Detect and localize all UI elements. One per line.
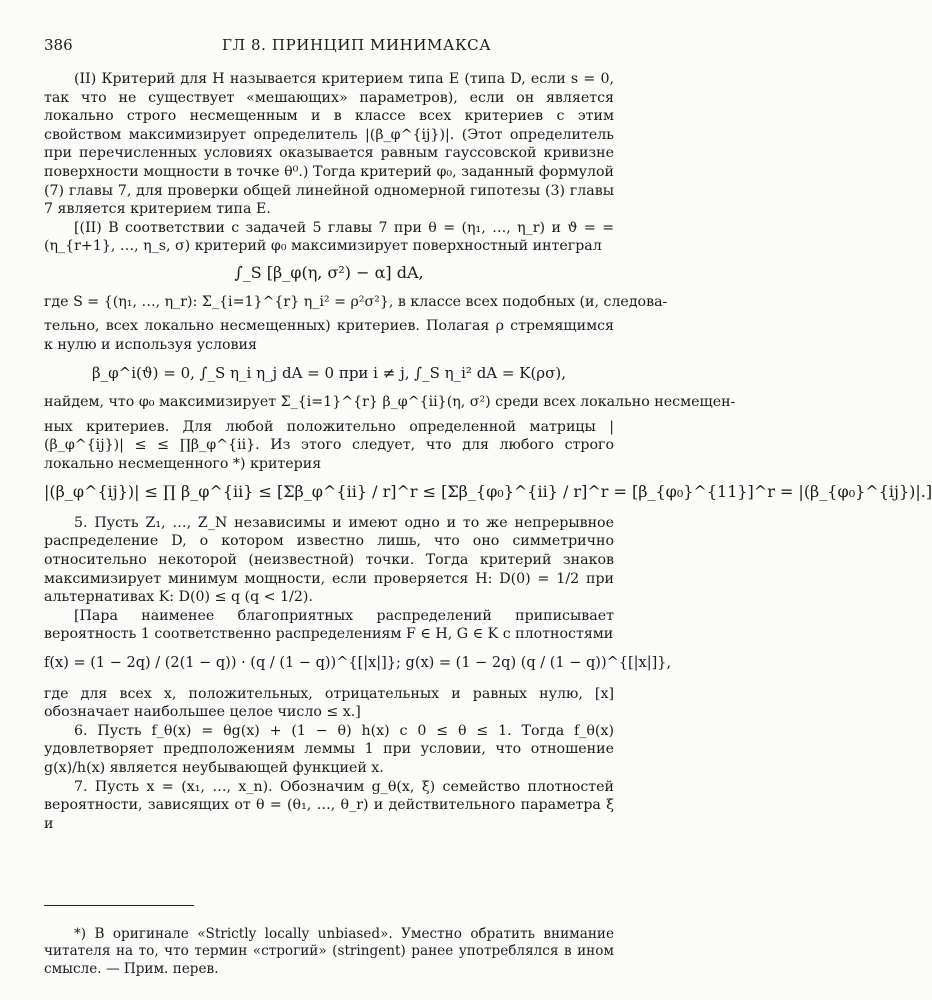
line-maximizes-sum: найдем, что φ₀ максимизирует Σ_{i=1}^{r} β_φ^{ii}(η, σ²) среди всех локально несмещен- (44, 393, 736, 410)
paragraph-criterion-type-e: (II) Критерий для H называется критерием типа E (типа D, если s = 0, так что не существует «мешающих» параметров), если он является локально строго несмещенным и в классе всех критериев с этим свойством максимизирует определитель |(β_φ^{ij})|. (Этот определитель при перечисленных условиях оказывается равным гауссовской кривизне поверхности мощности в точке θ⁰.) Тогда критерий φ₀, заданный формулой (7) главы 7, для проверки общей линейной одномерной гипотезы (3) главы 7 является критерием типа E. (44, 71, 614, 218)
paragraph-least-favorable: [Пара наименее благоприятных распределений приписывает вероятность 1 соответственно распределениям F ∈ H, G ∈ K с плотностями (44, 607, 614, 643)
formula-determinant-inequality: |(β_φ^{ij})| ≤ ∏ β_φ^{ii} ≤ [Σβ_φ^{ii} / r]^r ≤ [Σβ_{φ₀}^{ii} / r]^r = [β_{φ₀}^{11}]^r = |(β_{φ₀}^{ij})|.] (44, 482, 932, 502)
paragraph-problem-7: 7. Пусть x = (x₁, …, x_n). Обозначим g_θ(x, ξ) семейство плотностей вероятности, зависящих от θ = (θ₁, …, θ_r) и действительного параметра ξ и (44, 778, 614, 832)
running-title: ГЛ 8. ПРИНЦИП МИНИМАКСА (222, 36, 492, 54)
page-header (44, 36, 614, 58)
paragraph-greatest-integer: где для всех x, положительных, отрицательных и равных нулю, [x] обозначает наибольшее целое число ≤ x.] (44, 685, 614, 721)
formula-conditions: β_φ^i(ϑ) = 0, ∫_S η_i η_j dA = 0 при i ≠ j, ∫_S η_i² dA = K(ρσ), (92, 364, 566, 383)
page-body (44, 70, 932, 833)
page-number: 386 (44, 36, 73, 54)
paragraph-surface-integral-intro: [(II) В соответствии с задачей 5 главы 7 при θ = (η₁, …, η_r) и ϑ = = (η_{r+1}, …, η_s, σ) критерий φ₀ максимизирует поверхностный интеграл (44, 219, 614, 255)
paragraph-unbiased-criteria: тельно, всех локально несмещенных) критериев. Полагая ρ стремящимся к нулю и используя условия (44, 318, 614, 353)
paragraph-positive-definite: ных критериев. Для любой положительно определенной матрицы |(β_φ^{ij})| ≤ ≤ ∏β_φ^{ii}. Из этого следует, что для любого строго локально несмещенного *) критерия (44, 418, 614, 472)
line-where-s: где S = {(η₁, …, η_r): Σ_{i=1}^{r} η_i² = ρ²σ²}, в классе всех подобных (и, следова- (44, 293, 668, 310)
paragraph-problem-6: 6. Пусть f_θ(x) = θg(x) + (1 − θ) h(x) с 0 ≤ θ ≤ 1. Тогда f_θ(x) удовлетворяет предположениям леммы 1 при условии, что отношение g(x)/h(x) является неубывающей функцией x. (44, 722, 614, 776)
footnote: *) В оригинале «Strictly locally unbiased». Уместно обратить внимание читателя на то, что термин «строгий» (stringent) ранее употреблялся в ином смысле. — Прим. перев. (44, 925, 614, 977)
formula-surface-integral: ∫_S [β_φ(η, σ²) − α] dA, (234, 262, 424, 282)
paragraph-problem-5: 5. Пусть Z₁, …, Z_N независимы и имеют одно и то же непрерывное распределение D, о котором известно лишь, что оно симметрично относительно некоторой (неизвестной) точки. Тогда критерий знаков максимизирует минимум мощности, если проверяется H: D(0) = 1/2 при альтернативах K: D(0) ≤ q (q < 1/2). (44, 514, 614, 606)
formula-densities: f(x) = (1 − 2q) / (2(1 − q)) · (q / (1 − q))^{[|x|]}; g(x) = (1 − 2q) (q / (1 − q))^{[|x|]}, (44, 655, 672, 672)
footnote-divider (44, 905, 194, 906)
